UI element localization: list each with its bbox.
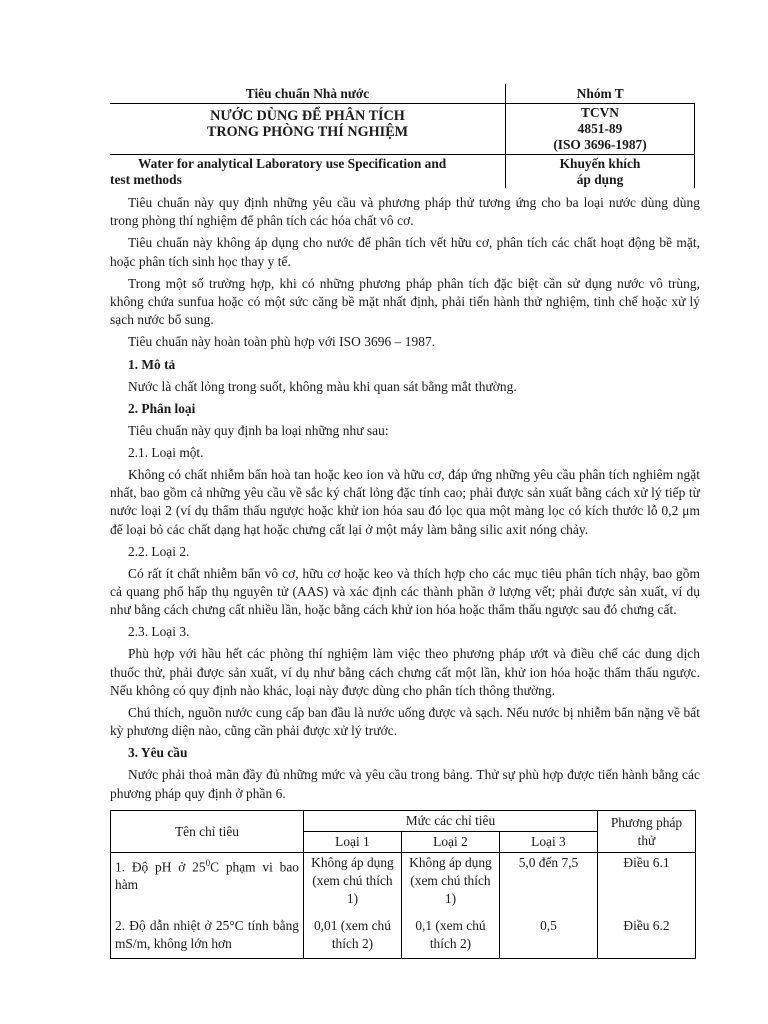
header-type-2: Loại 2 [401, 832, 499, 853]
row-1-name-sup: 0 [205, 858, 211, 868]
section-2-2-text: Có rất ít chất nhiễm bẩn vô cơ, hữu cơ hoặc keo và thích hợp cho các mục tiêu phân tích nhậy, bao gồm cả quang phổ hấp thụ nguyên tử (AAS) và xác định các thành phần ở lượng vết; phải được sản xuất, ví dụ như bằng cách chưng cất nhiều lần, hoặc bằng cách khử ion hóa hoặc thẩm thấu ngược sau đó chưng cất. [110, 565, 700, 618]
table-row [111, 853, 696, 910]
header-type-1: Loại 1 [303, 832, 401, 853]
code-line-3: (ISO 3696-1987) [553, 137, 647, 152]
application-status [506, 155, 695, 189]
section-2-3-text: Phù hợp với hầu hết các phòng thí nghiệm làm việc theo phương pháp ướt và điều chế các dung dịch thuốc thử, phải được sản xuất, ví dụ như bằng cách chưng cất một lần, khử ion hóa hoặc thẩm thấu ngược. Nếu không có quy định nào khác, loại này được dùng cho phân tích thông thường. [110, 646, 700, 698]
application-line-1: Khuyến khích [559, 156, 641, 171]
header-parameter-name: Tên chỉ tiêu [111, 811, 304, 853]
row-1-name-post: C phạm vi bao hàm [115, 859, 299, 893]
header-type-3: Loại 3 [499, 832, 597, 853]
row-2-name: 2. Độ dẫn nhiệt ở 25°C tính bằng mS/m, không lớn hơn [111, 909, 304, 959]
header-test-method: Phương pháp thử [597, 811, 695, 853]
intro-paragraph-1: Tiêu chuẩn này quy định những yêu cầu và phương pháp thử tương ứng cho ba loại nước dùng dùng trong phòng thí nghiệm để phân tích các hóa chất vô cơ. [110, 195, 700, 229]
row-2-type-1: 0,01 (xem chú thích 2) [303, 909, 401, 959]
title-line-1: NƯỚC DÙNG ĐỂ PHÂN TÍCH [210, 108, 405, 124]
header-levels: Mức các chỉ tiêu [303, 811, 597, 832]
title-line-2: TRONG PHÒNG THÍ NGHIỆM [206, 124, 409, 140]
section-3-heading: 3. Yêu cầu [128, 745, 188, 761]
section-3-text: Nước phải thoả mãn đầy đủ những mức và yêu cầu trong bảng. Thử sự phù hợp được tiến hành bằng các phương pháp quy định ở phần 6. [110, 767, 700, 801]
row-1-type-1: Không áp dụng (xem chú thích 1) [303, 853, 401, 910]
standard-type: Tiêu chuẩn Nhà nước [110, 84, 506, 104]
row-1-method: Điều 6.1 [597, 853, 695, 910]
intro-paragraph-2: Tiêu chuẩn này không áp dụng cho nước để phân tích vết hữu cơ, phân tích các chất hoạt động bề mặt, hoặc phân tích sinh học thay y tế. [110, 235, 700, 269]
document-body [110, 194, 700, 807]
standard-header-table [110, 84, 695, 188]
row-1-type-2: Không áp dụng (xem chú thích 1) [401, 853, 499, 910]
note-paragraph: Chú thích, nguồn nước cung cấp ban đầu là nước uống được và sạch. Nếu nước bị nhiễm bẩn nặng về bất kỳ phương diện nào, cũng cần phải được xử lý trước. [110, 705, 700, 739]
group-label: Nhóm T [576, 86, 624, 101]
section-2-text: Tiêu chuẩn này quy định ba loại những như sau: [128, 422, 389, 438]
row-1-name-pre: 1. Độ pH ở 25 [115, 859, 206, 875]
intro-paragraph-3: Trong một số trường hợp, khi có những phương pháp phân tích đặc biệt cần sử dụng nước vô trùng, không chứa sunfua hoặc có một sức căng bề mặt nhất định, phải tiến hành thử nghiệm, tinh chế hoặc xử lý sạch nước bổ sung. [110, 275, 700, 328]
section-2-heading: 2. Phân loại [128, 400, 196, 416]
english-title-line-2: test methods [110, 172, 182, 187]
section-2-1-text: Không có chất nhiễm bẩn hoà tan hoặc keo ion và hữu cơ, đáp ứng những yêu cầu phân tích nghiêm ngặt nhất, bao gồm cả những yêu cầu về sắc ký chất lỏng đặc tính cao; phải được sản xuất bằng cách xử lý tiếp từ nước loại 2 (ví dụ thẩm thấu ngược hoặc khử ion hóa sau đó lọc qua một màng lọc có kích thước lỗ 0,2 μm để loại bỏ các chất dạng hạt hoặc chưng cất lại ở một máy làm bằng silic axit nóng chảy. [110, 467, 700, 537]
row-2-type-3: 0,5 [499, 909, 597, 959]
section-2-3-heading: 2.3. Loại 3. [128, 624, 190, 640]
intro-paragraph-4: Tiêu chuẩn này hoàn toàn phù hợp với ISO 3696 – 1987. [128, 334, 436, 350]
section-2-2-heading: 2.2. Loại 2. [128, 543, 190, 559]
row-1-name [111, 853, 304, 910]
section-2-1-heading: 2.1. Loại một. [128, 445, 204, 461]
code-line-1: TCVN [581, 105, 619, 120]
row-1-type-3: 5,0 đến 7,5 [499, 853, 597, 910]
row-2-method: Điều 6.2 [597, 909, 695, 959]
english-title-line-1: Water for analytical Laboratory use Specification and [138, 156, 447, 171]
row-2-type-2: 0,1 (xem chú thích 2) [401, 909, 499, 959]
section-1-heading: 1. Mô tả [128, 356, 176, 372]
english-title [110, 155, 506, 189]
application-line-2: áp dụng [576, 172, 624, 187]
standard-code [506, 104, 695, 155]
code-line-2: 4851-89 [577, 121, 623, 136]
requirements-table [110, 810, 696, 959]
document-title [110, 104, 506, 155]
table-row [111, 909, 696, 959]
section-1-text: Nước là chất lỏng trong suốt, không màu khi quan sát bằng mắt thường. [128, 378, 517, 394]
